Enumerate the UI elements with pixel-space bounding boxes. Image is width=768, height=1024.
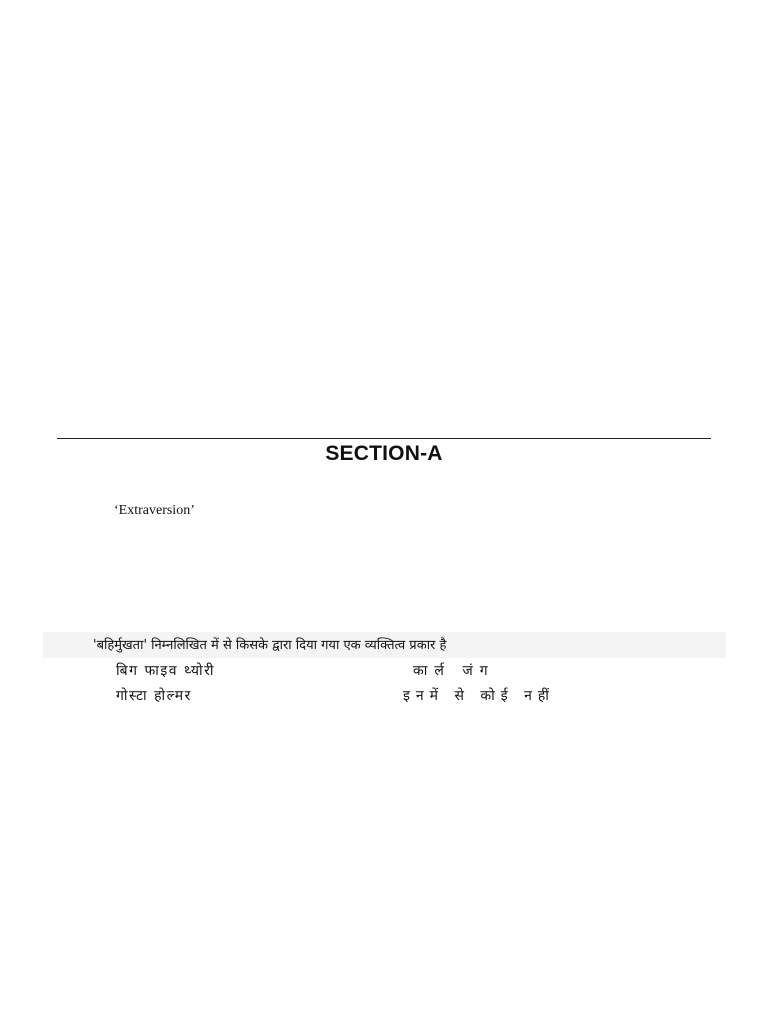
option-b: कार्ल जंग xyxy=(413,663,495,679)
option-d: इनमें से कोई नहीं xyxy=(403,688,555,704)
section-divider-line xyxy=(57,438,711,439)
section-title: SECTION-A xyxy=(325,442,443,465)
english-term: ‘Extraversion’ xyxy=(114,503,195,518)
option-c: गोस्टा होल्मर xyxy=(116,688,192,704)
question-text: 'बहिर्मुखता' निम्नलिखित में से किसके द्वारा दिया गया एक व्यक्तित्व प्रकार है xyxy=(93,638,447,653)
option-a: बिग फाइव थ्योरी xyxy=(116,663,215,679)
